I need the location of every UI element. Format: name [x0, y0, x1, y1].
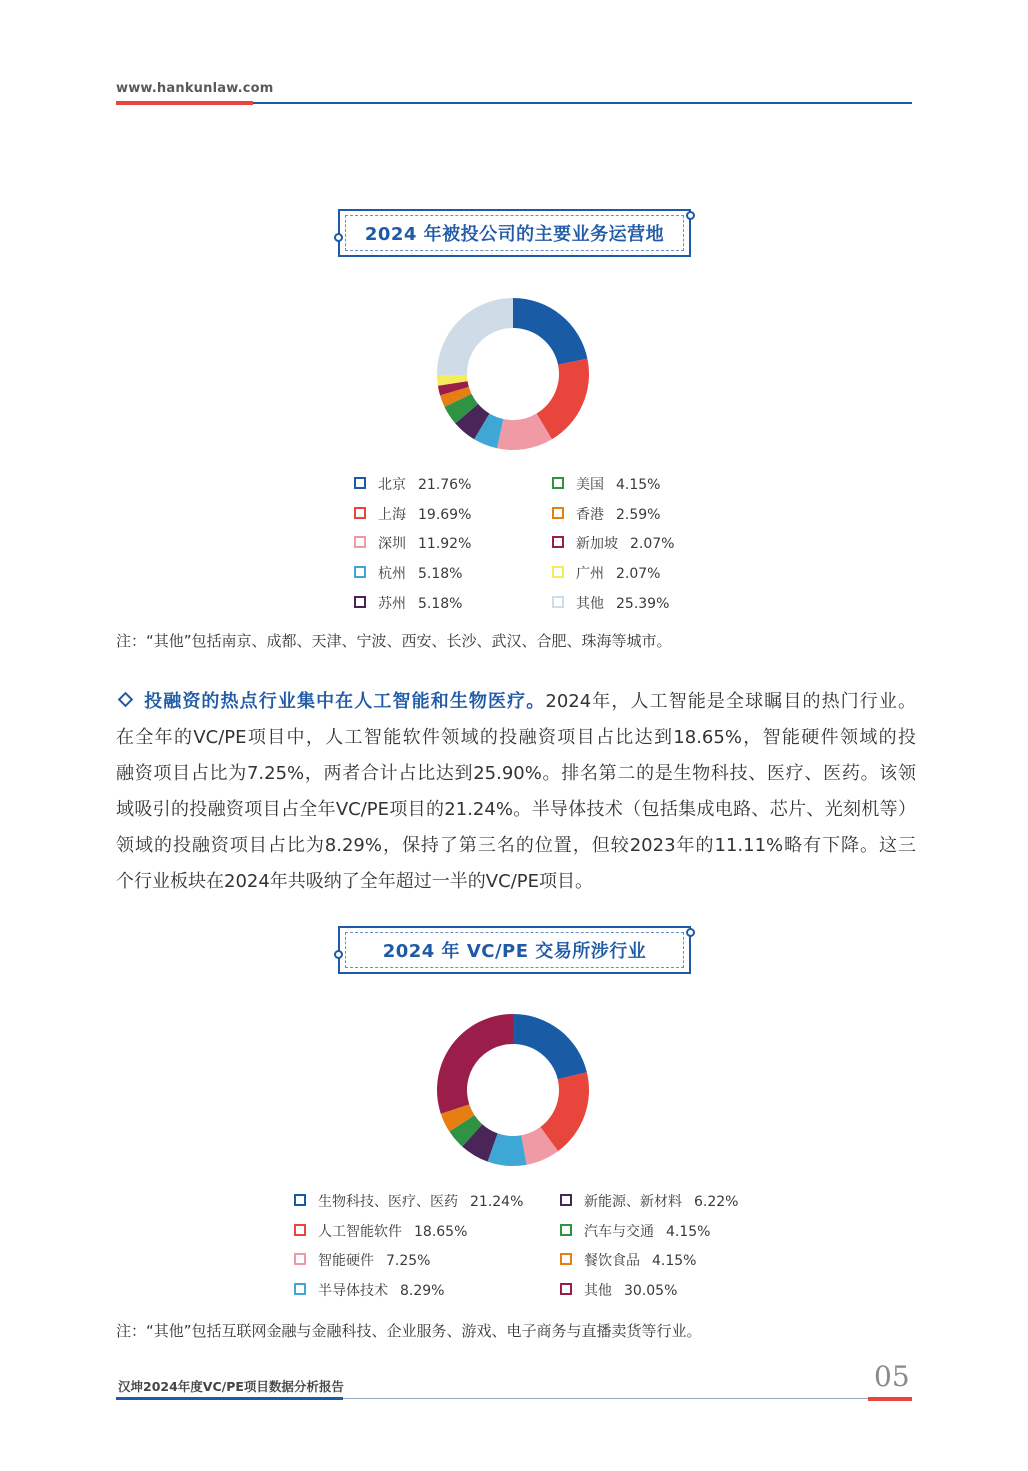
- paragraph-line: [116, 684, 916, 720]
- legend-swatch-icon: [294, 1224, 306, 1236]
- chart2-legend-value: 30.05%: [624, 1283, 678, 1300]
- chart1-legend-label: 美国: [576, 477, 604, 493]
- header-rule: [253, 102, 912, 104]
- header-accent-red: [116, 101, 253, 105]
- footer-accent-blue: [116, 1397, 343, 1400]
- frame-dot-icon: [334, 233, 343, 242]
- chart2-title: 2024 年 VC/PE 交易所涉行业: [382, 941, 647, 962]
- body-paragraph: [116, 684, 916, 900]
- chart1-legend-item: [354, 533, 471, 553]
- chart2-legend-item: [294, 1191, 523, 1211]
- chart1-legend-value: 5.18%: [418, 566, 463, 583]
- legend-swatch-icon: [354, 596, 366, 608]
- footer-rule: [343, 1398, 868, 1399]
- frame-dot-icon: [686, 928, 695, 937]
- chart1-legend-item: [552, 474, 660, 494]
- chart1-legend-item: [354, 563, 462, 583]
- chart2-slice-0: [513, 1014, 587, 1079]
- chart2-legend-label: 人工智能软件: [318, 1223, 402, 1240]
- chart1-legend-value: 19.69%: [418, 506, 472, 523]
- chart1-legend-label: 杭州: [378, 566, 406, 583]
- chart1-legend-value: 21.76%: [418, 477, 472, 493]
- chart1-legend-item: [354, 593, 462, 613]
- diamond-bullet-icon: [118, 692, 134, 708]
- chart2-slice-7: [437, 1014, 513, 1114]
- footer-report-title: 汉坤2024年度VC/PE项目数据分析报告: [118, 1379, 344, 1394]
- paragraph-lead: 投融资的热点行业集中在人工智能和生物医疗。: [143, 691, 546, 712]
- frame-dot-icon: [334, 950, 343, 959]
- legend-swatch-icon: [354, 536, 366, 548]
- legend-swatch-icon: [552, 477, 564, 489]
- legend-swatch-icon: [552, 566, 564, 578]
- chart1-legend-label: 深圳: [378, 536, 406, 553]
- chart1-donut: [433, 294, 593, 454]
- site-url[interactable]: www.hankunlaw.com: [116, 81, 274, 96]
- chart2-title-frame: [338, 926, 691, 974]
- chart2-legend-item: [560, 1280, 677, 1300]
- chart1-legend-label: 苏州: [378, 595, 406, 612]
- legend-swatch-icon: [552, 596, 564, 608]
- footer-accent-red: [868, 1397, 912, 1401]
- chart1-legend-label: 上海: [378, 506, 406, 523]
- legend-swatch-icon: [560, 1194, 572, 1206]
- paragraph-line: 域吸引的投融资项目占全年VC/PE项目的21.24%。半导体技术（包括集成电路、芯片、光刻机等）: [116, 799, 916, 820]
- chart1-legend-value: 2.07%: [630, 536, 675, 553]
- legend-swatch-icon: [560, 1253, 572, 1265]
- chart2-legend-value: 8.29%: [400, 1283, 445, 1300]
- chart2-legend-value: 7.25%: [386, 1253, 431, 1270]
- legend-swatch-icon: [552, 536, 564, 548]
- legend-swatch-icon: [354, 507, 366, 519]
- legend-swatch-icon: [354, 566, 366, 578]
- chart2-legend-value: 21.24%: [470, 1194, 524, 1210]
- chart2-legend-item: [560, 1250, 696, 1270]
- legend-swatch-icon: [294, 1253, 306, 1265]
- legend-swatch-icon: [354, 477, 366, 489]
- chart2-legend-item: [560, 1191, 738, 1211]
- legend-swatch-icon: [560, 1283, 572, 1295]
- chart2-legend-item: [294, 1250, 430, 1270]
- chart2-legend-label: 新能源、新材料: [584, 1194, 682, 1210]
- chart1-legend-item: [552, 533, 674, 553]
- legend-swatch-icon: [294, 1194, 306, 1206]
- chart1-legend-label: 香港: [576, 506, 604, 523]
- paragraph-line: 领域的投融资项目占比为8.29%，保持了第三名的位置，但较2023年的11.11%略有下降。这三: [116, 835, 916, 856]
- legend-swatch-icon: [560, 1224, 572, 1236]
- chart1-legend-label: 新加坡: [576, 536, 618, 553]
- chart1-legend-value: 2.07%: [616, 566, 661, 583]
- chart1-legend-label: 其他: [576, 595, 604, 612]
- legend-swatch-icon: [294, 1283, 306, 1295]
- paragraph-line: 融资项目占比为7.25%，两者合计占比达到25.90%。排名第二的是生物科技、医疗、医药。该领: [116, 763, 916, 784]
- chart1-legend-item: [354, 474, 471, 494]
- chart2-legend-label: 其他: [584, 1283, 612, 1300]
- page-number: 05: [874, 1360, 910, 1393]
- frame-dot-icon: [686, 211, 695, 220]
- chart2-legend-label: 餐饮食品: [584, 1253, 640, 1270]
- chart2-legend-value: 18.65%: [414, 1223, 468, 1240]
- chart2-legend-label: 汽车与交通: [584, 1223, 654, 1240]
- paragraph-line: 在全年的VC/PE项目中，人工智能软件领域的投融资项目占比达到18.65%，智能硬件领域的投: [116, 727, 916, 748]
- chart1-legend-value: 5.18%: [418, 595, 463, 612]
- chart2-legend-label: 半导体技术: [318, 1283, 388, 1300]
- chart1-legend-value: 2.59%: [616, 506, 661, 523]
- chart1-legend-label: 北京: [378, 477, 406, 493]
- chart1-slice-0: [513, 298, 587, 365]
- chart2-donut: [433, 1010, 593, 1170]
- chart1-title-frame: [338, 209, 691, 257]
- chart1-legend-item: [552, 563, 660, 583]
- chart1-legend-value: 4.15%: [616, 477, 661, 493]
- chart1-legend-item: [354, 504, 471, 524]
- paragraph-line: 个行业板块在2024年共吸纳了全年超过一半的VC/PE项目。: [116, 871, 593, 892]
- legend-swatch-icon: [552, 507, 564, 519]
- chart2-legend-item: [294, 1221, 467, 1241]
- chart1-legend-value: 25.39%: [616, 595, 670, 612]
- chart1-legend-value: 11.92%: [418, 536, 472, 553]
- chart2-legend-item: [560, 1221, 710, 1241]
- chart2-legend-label: 智能硬件: [318, 1253, 374, 1270]
- chart2-legend-value: 4.15%: [652, 1253, 697, 1270]
- paragraph-line-text: 2024年，人工智能是全球瞩目的热门行业。: [545, 691, 917, 712]
- chart2-legend-value: 6.22%: [694, 1194, 739, 1210]
- chart1-note: 注：“其他”包括南京、成都、天津、宁波、西安、长沙、武汉、合肥、珠海等城市。: [116, 632, 672, 650]
- chart1-legend-label: 广州: [576, 566, 604, 583]
- chart2-legend-item: [294, 1280, 444, 1300]
- chart2-legend-label: 生物科技、医疗、医药: [318, 1194, 458, 1210]
- chart2-legend-value: 4.15%: [666, 1223, 711, 1240]
- chart1-legend-item: [552, 504, 660, 524]
- chart1-legend-item: [552, 593, 669, 613]
- chart2-note: 注：“其他”包括互联网金融与金融科技、企业服务、游戏、电子商务与直播卖货等行业。: [116, 1322, 702, 1340]
- chart1-slice-9: [437, 298, 513, 376]
- chart1-title: 2024 年被投公司的主要业务运营地: [364, 224, 665, 245]
